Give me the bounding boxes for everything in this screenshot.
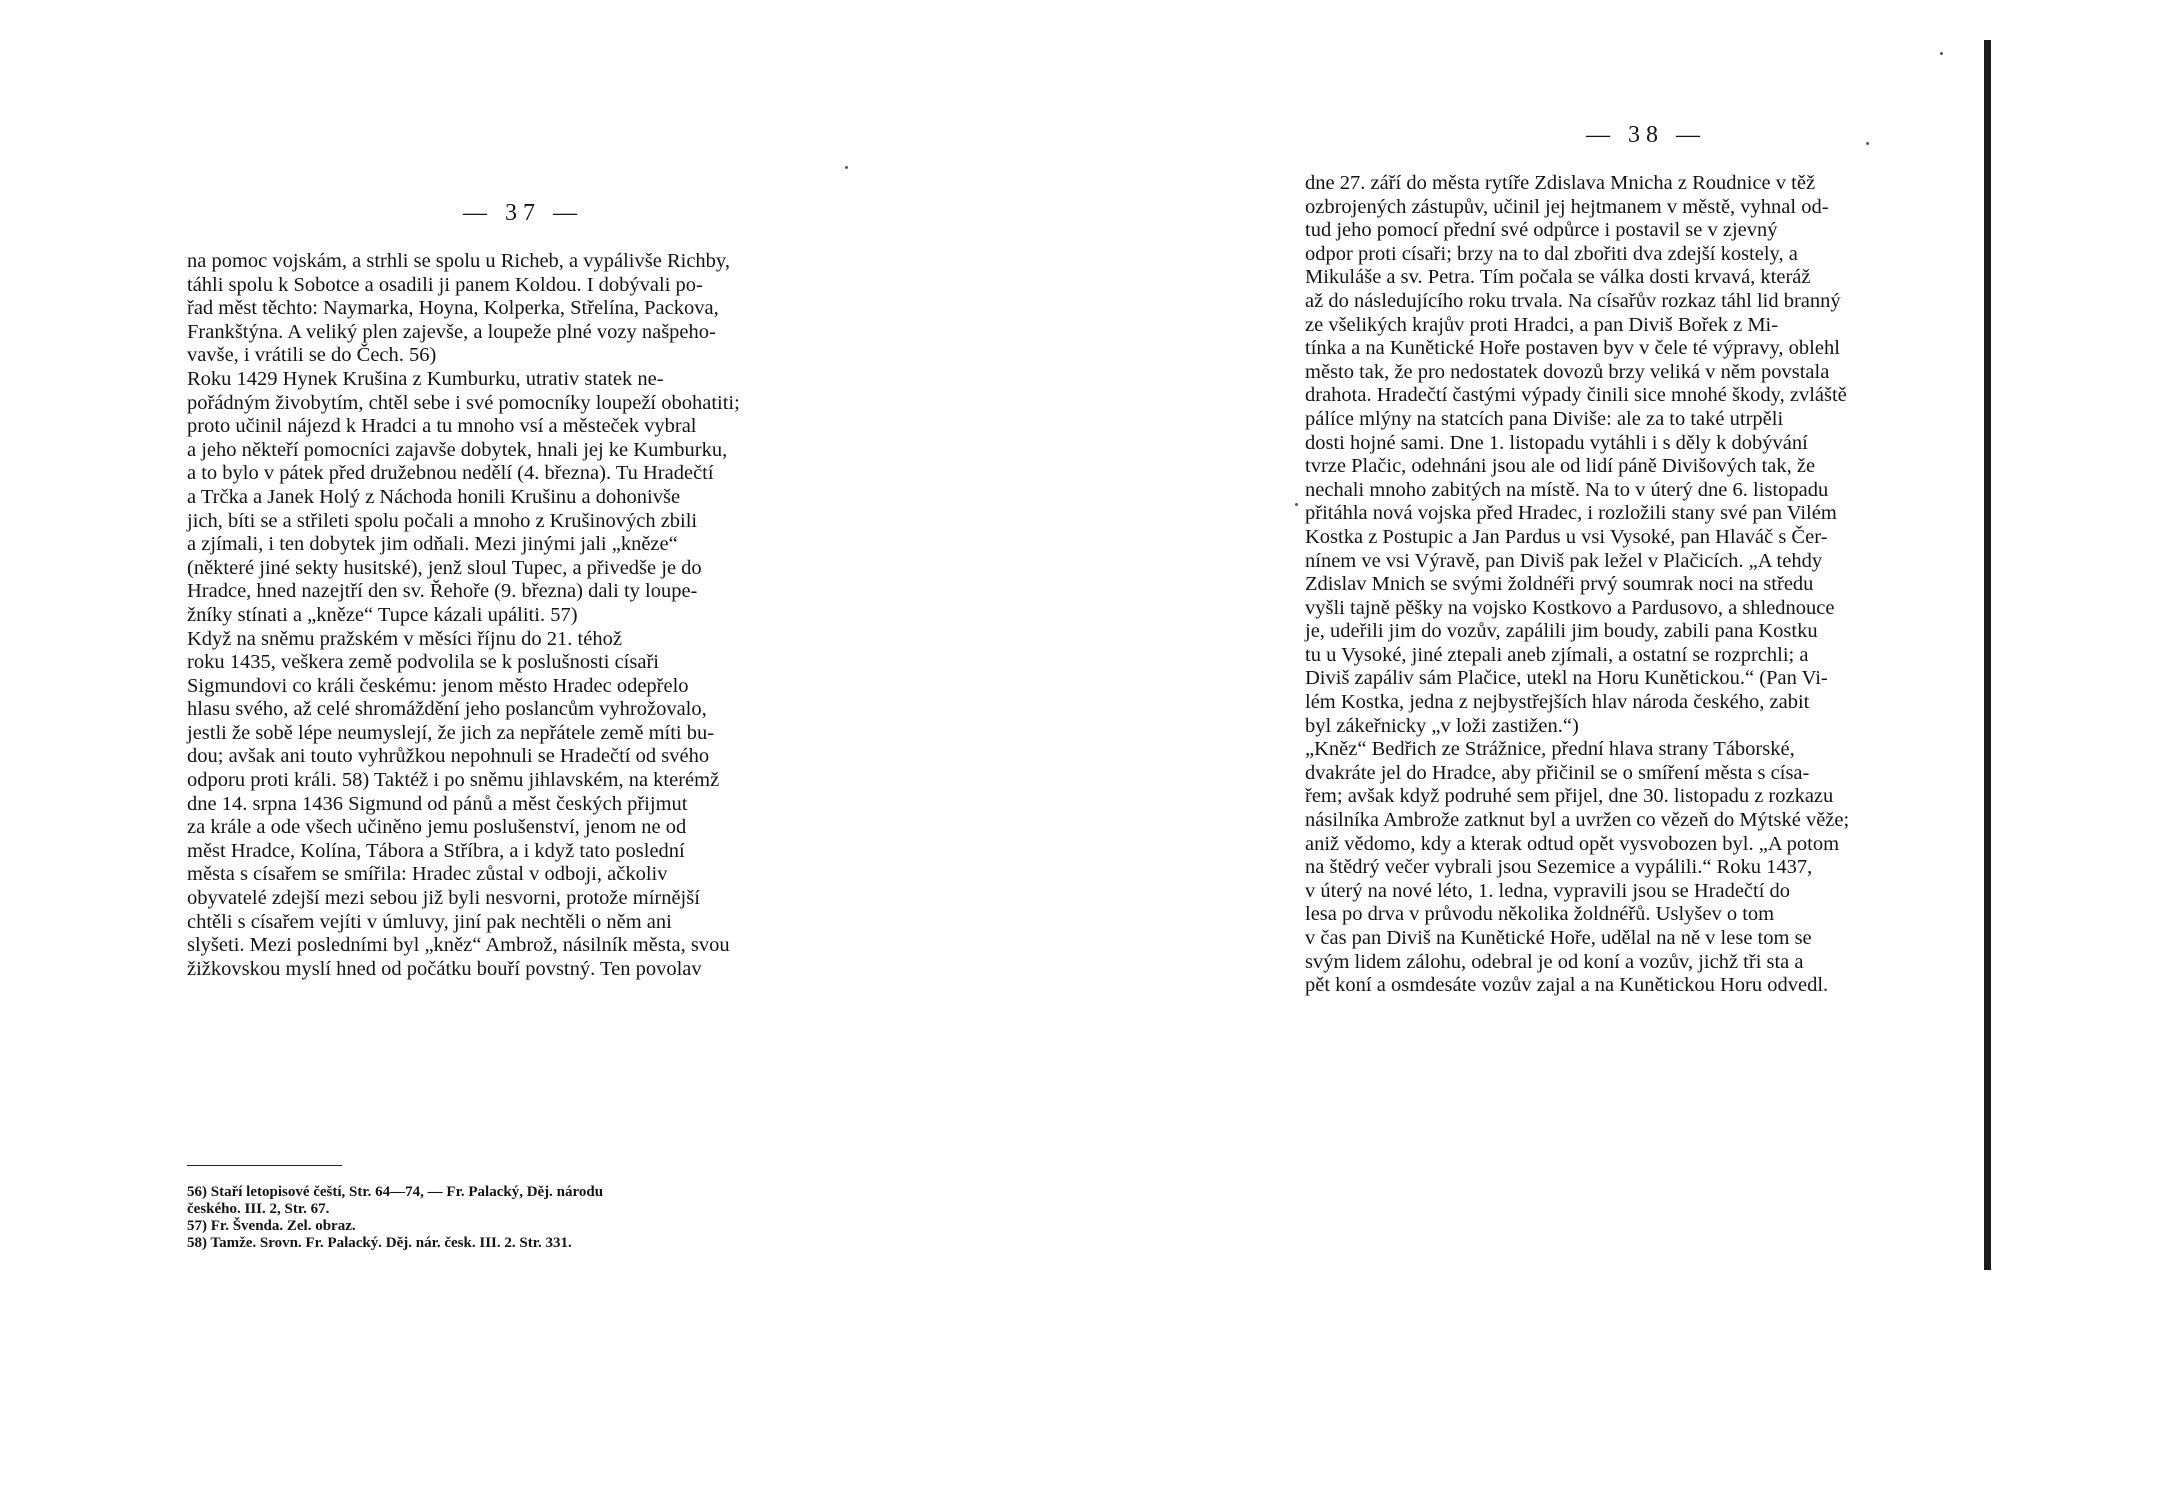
text-line: pálíce mlýny na statcích pana Diviše: ale za to také utrpěli bbox=[1305, 407, 1784, 430]
text-line: lém Kostka, jedna z nejbystřejších hlav národa českého, zabit bbox=[1305, 691, 1810, 714]
text-line: hlasu svého, až celé shromáždění jeho poslancům vyhrožovalo, bbox=[187, 698, 707, 721]
text-line: žníky stínati a „kněze“ Tupce kázali upáliti. 57) bbox=[187, 603, 578, 626]
text-line: jestli že sobě lépe neumyslejí, že jich za nepřátele země míti bu- bbox=[187, 721, 715, 744]
text-line: odporu proti králi. 58) Taktéž i po sněmu jihlavském, na kterémž bbox=[187, 769, 720, 792]
text-line: ozbrojených zástupův, učinil jej hejtmanem v městě, vyhnal od- bbox=[1305, 195, 1829, 218]
text-line: Když na sněmu pražském v měsíci říjnu do 21. téhož bbox=[187, 627, 622, 650]
text-line: pořádným živobytím, chtěl sebe i své pomocníky loupeží obohatiti; bbox=[187, 391, 740, 414]
text-line: Hradce, hned nazejtří den sv. Řehoře (9. března) dali ty loupe- bbox=[187, 580, 698, 603]
text-line: na pomoc vojskám, a strhli se spolu u Richeb, a vypálivše Richby, bbox=[187, 250, 730, 272]
text-line: nechali mnoho zabitých na místě. Na to v úterý dne 6. listopadu bbox=[1305, 478, 1829, 501]
text-line: Mikuláše a sv. Petra. Tím počala se válka dosti krvavá, kteráž bbox=[1305, 266, 1811, 289]
text-line: tvrze Plačic, odehnáni jsou ale od lidí páně Divišových tak, že bbox=[1305, 455, 1816, 478]
right-page bbox=[1083, 0, 2166, 1500]
footnote-line: 56) Staří letopisové čeští, Str. 64—74, — Fr. Palacký, Děj. národu bbox=[187, 1184, 604, 1200]
text-line: Kostka z Postupic a Jan Pardus u vsi Vysoké, pan Hlaváč s Čer- bbox=[1305, 525, 1828, 548]
text-line: lesa po drva v průvodu několika žoldnéřů. Uslyšev o tom bbox=[1305, 903, 1775, 926]
text-line: tu u Vysoké, jiné ztepali aneb zjímali, a ostatní se rozprchli; a bbox=[1305, 643, 1809, 666]
right-page-body bbox=[1305, 172, 2063, 998]
text-line: táhli spolu k Sobotce a osadili ji panem Koldou. I dobývali po- bbox=[187, 273, 703, 296]
text-line: drahota. Hradečtí častými výpady činili sice mnohé škody, zvláště bbox=[1305, 384, 1847, 407]
left-page-body bbox=[187, 250, 787, 981]
text-line: Roku 1429 Hynek Krušina z Kumburku, utrativ statek ne- bbox=[187, 367, 664, 390]
text-line: město tak, že pro nedostatek dovozů brzy veliká v něm povstala bbox=[1305, 360, 1830, 383]
text-line: za krále a ode všech učiněno jemu poslušenství, jenom ne od bbox=[187, 816, 687, 839]
text-line: Diviš zapáliv sám Plačice, utekl na Horu Kunětickou.“ (Pan Vi- bbox=[1305, 667, 1828, 690]
text-line: proto učinil nájezd k Hradci a tu mnoho vsí a městeček vybral bbox=[187, 415, 697, 438]
text-line: na štědrý večer vybrali jsou Sezemice a vypálili.“ Roku 1437, bbox=[1305, 856, 1813, 879]
text-line: řem; avšak když podruhé sem přijel, dne 30. listopadu z rozkazu bbox=[1305, 785, 1834, 808]
text-line: jich, bíti se a střileti spolu počali a mnoho z Krušinových zbili bbox=[187, 509, 698, 532]
text-line: žižkovskou myslí hned od počátku bouří povstný. Ten povolav bbox=[187, 957, 702, 980]
text-line: přitáhla nová vojska před Hradec, i rozložili stany své pan Vilém bbox=[1305, 502, 1837, 525]
text-line: a to bylo v pátek před družebnou nedělí (4. března). Tu Hradečtí bbox=[187, 462, 714, 485]
text-line: ze všelikých krajův proti Hradci, a pan Diviš Bořek z Mi- bbox=[1305, 313, 1779, 336]
text-line: Frankštýna. A veliký plen zajevše, a loupeže plné vozy našpeho- bbox=[187, 320, 716, 343]
scan-speck bbox=[1940, 52, 1943, 55]
text-line: v úterý na nové léto, 1. ledna, vypravili jsou se Hradečtí do bbox=[1305, 879, 1791, 902]
text-line: dou; avšak ani touto vyhrůžkou nepohnuli se Hradečtí od svého bbox=[187, 745, 710, 768]
text-line: nínem ve vsi Výravě, pan Diviš pak ležel v Plačicích. „A tehdy bbox=[1305, 549, 1823, 572]
text-line: tud jeho pomocí přední své odpůrce i postavil se v zjevný bbox=[1305, 219, 1778, 242]
text-line: tínka a na Kunětické Hoře postaven byv v čele té výpravy, oblehl bbox=[1305, 337, 1840, 360]
text-line: a zjímali, i ten dobytek jim odňali. Mezi jinými jali „kněze“ bbox=[187, 533, 678, 556]
text-line: vavše, i vrátili se do Čech. 56) bbox=[187, 344, 437, 367]
footnote-rule bbox=[187, 1165, 342, 1166]
text-line: až do následujícího roku trvala. Na císařův rozkaz táhl lid branný bbox=[1305, 289, 1841, 312]
text-line: odpor proti císaři; brzy na to dal zbořiti dva zdejší kostely, a bbox=[1305, 242, 1798, 265]
scan-speck bbox=[845, 166, 848, 169]
text-line: pět koní a osmdesáte vozův zajal a na Kunětickou Horu odvedl. bbox=[1305, 974, 1829, 997]
text-line: byl zákeřnicky „v loži zastižen.“) bbox=[1305, 714, 1579, 737]
text-line: chtěli s císařem vejíti v úmluvy, jiní pak nechtěli o něm ani bbox=[187, 910, 672, 933]
text-line: obyvatelé zdejší mezi sebou již byli nesvorni, protože mírnější bbox=[187, 887, 700, 910]
scan-edge bbox=[1984, 40, 1991, 1270]
text-line: města s císařem se smířila: Hradec zůstal v odboji, ačkoliv bbox=[187, 863, 668, 886]
text-line: roku 1435, veškera země podvolila se k poslušnosti císaři bbox=[187, 651, 659, 674]
text-line: násilníka Ambrože zatknut byl a uvržen co vězeň do Mýtské věže; bbox=[1305, 809, 1850, 832]
page-number-38: — 38 — bbox=[1586, 122, 1706, 148]
scan-speck bbox=[1866, 142, 1869, 145]
footnote-line: 57) Fr. Švenda. Zel. obraz. bbox=[187, 1218, 356, 1234]
text-line: Zdislav Mnich se svými žoldnéři prvý soumrak noci na středu bbox=[1305, 573, 1814, 596]
text-line: a Trčka a Janek Holý z Náchoda honili Krušinu a dohonivše bbox=[187, 485, 681, 508]
text-line: Sigmundovi co králi českému: jenom město Hradec odepřelo bbox=[187, 674, 689, 697]
footnotes bbox=[187, 1184, 603, 1252]
text-line: dne 27. září do města rytíře Zdislava Mnicha z Roudnice v těž bbox=[1305, 172, 1816, 194]
text-line: a jeho někteří pomocníci zajavše dobytek, hnali jej ke Kumburku, bbox=[187, 438, 728, 461]
text-line: (některé jiné sekty husitské), jenž sloul Tupec, a přivedše je do bbox=[187, 556, 702, 579]
text-line: dne 14. srpna 1436 Sigmund od pánů a měst českých přijmut bbox=[187, 792, 688, 815]
text-line: dvakráte jel do Hradce, aby přičinil se o smíření města s císa- bbox=[1305, 761, 1810, 784]
text-line: slyšeti. Mezi posledními byl „kněz“ Ambrož, násilník města, svou bbox=[187, 934, 730, 957]
footnote-line: českého. III. 2, Str. 67. bbox=[187, 1201, 330, 1217]
page-number-37: — 37 — bbox=[463, 200, 583, 226]
text-line: dosti hojné sami. Dne 1. listopadu vytáhli i s děly k dobývání bbox=[1305, 431, 1808, 454]
scan-speck bbox=[1295, 503, 1298, 506]
text-line: měst Hradce, Kolína, Tábora a Stříbra, a i když tato poslední bbox=[187, 839, 685, 862]
text-line: aniž vědomo, kdy a kterak odtud opět vysvobozen byl. „A potom bbox=[1305, 832, 1840, 855]
text-line: je, udeřili jim do vozův, zapálili jim boudy, zabili pana Kostku bbox=[1305, 620, 1818, 643]
text-line: „Kněz“ Bedřich ze Strážnice, přední hlava strany Táborské, bbox=[1305, 738, 1795, 761]
text-line: svým lidem zálohu, odebral je od koní a vozův, jichž tři sta a bbox=[1305, 950, 1804, 973]
footnote-line: 58) Tamže. Srovn. Fr. Palacký. Děj. nár. česk. III. 2. Str. 331. bbox=[187, 1235, 572, 1251]
text-line: řad měst těchto: Naymarka, Hoyna, Kolperka, Střelína, Packova, bbox=[187, 297, 719, 320]
text-line: vyšli tajně pěšky na vojsko Kostkovo a Pardusovo, a shlednouce bbox=[1305, 596, 1835, 619]
text-line: v čas pan Diviš na Kunětické Hoře, udělal na ně v lese tom se bbox=[1305, 927, 1812, 949]
